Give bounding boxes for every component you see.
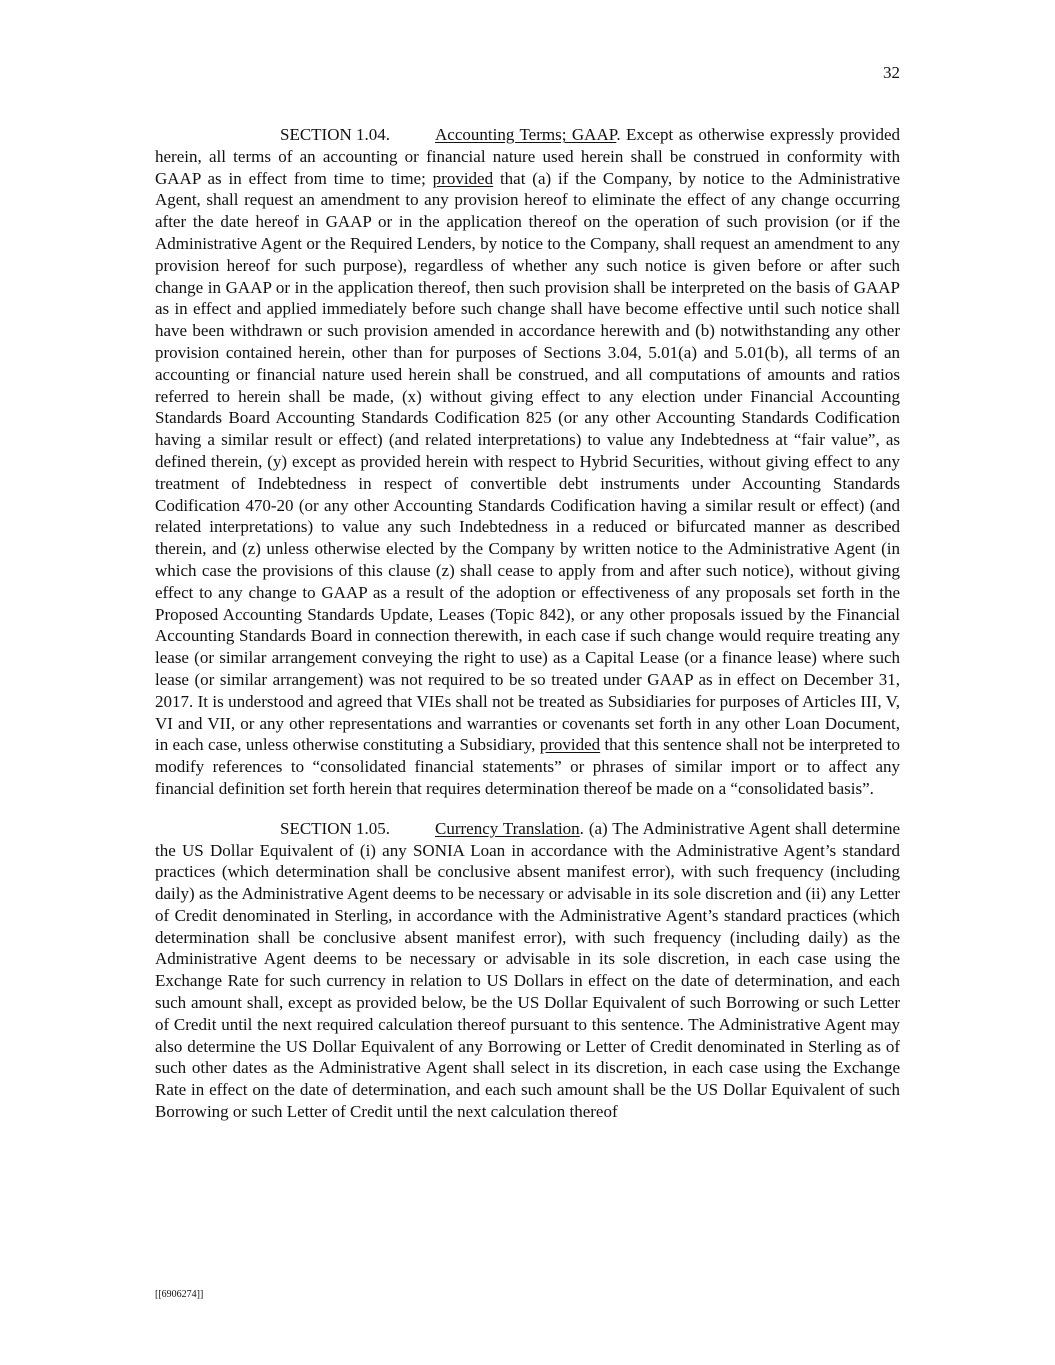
section-1-04-text-part-3: that this sentence shall not be interpreted to modify references to “consolidated financial statements” or phrases of similar import or to affect any financial definition set forth herein that requires determination thereof be made on a “consolidated basis”. — [155, 735, 900, 798]
page-number: 32 — [883, 63, 900, 82]
section-1-04 — [155, 124, 900, 800]
document-body — [155, 124, 900, 1141]
section-1-04-text-part-1: . Except as otherwise expressly provided herein, all terms of an accounting or financial nature used herein shall be construed in conformity with GAAP as in effect from time to time; — [155, 125, 900, 188]
section-1-05-title: Currency Translation — [435, 818, 580, 838]
provided-term-2: provided — [539, 735, 601, 755]
section-1-04-heading: SECTION 1.04. — [280, 125, 391, 144]
document-footer-id: [[6906274]] — [155, 1289, 204, 1300]
provided-term-1: provided — [432, 168, 494, 188]
section-1-05 — [155, 818, 900, 1123]
section-1-04-text-part-2: that (a) if the Company, by notice to the Administrative Agent, shall request an amendment to any provision hereof to eliminate the effect of any change occurring after the date hereof in GAAP or in the application thereof on the operation of such provision (or if the Administrative Agent or the Required Lenders, by notice to the Company, shall request an amendment to any provision hereof for such purpose), regardless of whether any such notice is given before or after such change in GAAP or in the application thereof, then such provision shall be interpreted on the basis of GAAP as in effect and applied immediately before such change shall have become effective until such notice shall have been withdrawn or such provision amended in accordance herewith and (b) notwithstanding any other provision contained herein, other than for purposes of Sections 3.04, 5.01(a) and 5.01(b), all terms of an accounting or financial nature used herein shall be construed, and all computations of amounts and ratios referred to herein shall be made, (x) without giving effect to any election under Financial Accounting Standards Board Accounting Standards Codification 825 (or any other Accounting Standards Codification having a similar result or effect) (and related interpretations) to value any Indebtedness at “fair value”, as defined therein, (y) except as provided herein with respect to Hybrid Securities, without giving effect to any treatment of Indebtedness in respect of convertible debt instruments under Accounting Standards Codification 470-20 (or any other Accounting Standards Codification having a similar result or effect) (and related interpretations) to value any such Indebtedness in a reduced or bifurcated manner as described therein, and (z) unless otherwise elected by the Company by written notice to the Administrative Agent (in which case the provisions of this clause (z) shall cease to apply from and after such notice), without giving effect to any change to GAAP as a result of the adoption or effectiveness of any proposals set forth in the Proposed Accounting Standards Update, Leases (Topic 842), or any other proposals issued by the Financial Accounting Standards Board in connection therewith, in each case if such change would require treating any lease (or similar arrangement conveying the right to use) as a Capital Lease (or a finance lease) where such lease (or similar arrangement) was not required to be so treated under GAAP as in effect on December 31, 2017. It is understood and agreed that VIEs shall not be treated as Subsidiaries for purposes of Articles III, V, VI and VII, or any other representations and warranties or covenants set forth in any other Loan Document, in each case, unless otherwise constituting a Subsidiary, — [155, 168, 900, 755]
section-1-04-title: Accounting Terms; GAAP — [435, 125, 617, 144]
section-1-05-heading: SECTION 1.05. — [280, 818, 391, 838]
section-1-05-text-part-1: . (a) The Administrative Agent shall determine the US Dollar Equivalent of (i) any SONIA Loan in accordance with the Administrative Agent’s standard practices (which determination shall be conclusive absent manifest error), with such frequency (including daily) as the Administrative Agent deems to be necessary or advisable in its sole discretion and (ii) any Letter of Credit denominated in Sterling, in accordance with the Administrative Agent’s standard practices (which determination shall be conclusive absent manifest error), with such frequency (including daily) as the Administrative Agent deems to be necessary or advisable in its sole discretion, in each case using the Exchange Rate for such currency in relation to US Dollars in effect on the date of determination, and each such amount shall, except as provided below, be the US Dollar Equivalent of such Borrowing or such Letter of Credit until the next required calculation thereof pursuant to this sentence. The Administrative Agent may also determine the US Dollar Equivalent of any Borrowing or Letter of Credit denominated in Sterling as of such other dates as the Administrative Agent shall select in its discretion, in each case using the Exchange Rate in effect on the date of determination, and each such amount shall be the US Dollar Equivalent of such Borrowing or such Letter of Credit until the next calculation thereof — [155, 818, 900, 1122]
